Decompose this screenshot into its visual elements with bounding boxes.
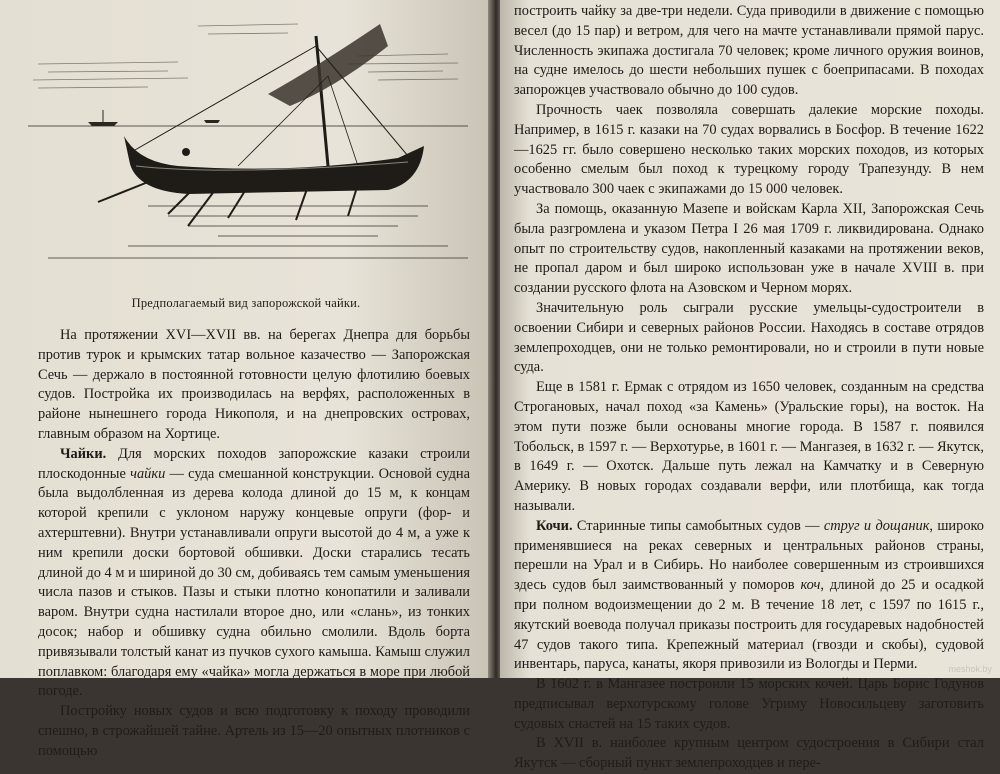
illustration-caption: Предполагаемый вид запорожской чайки.: [131, 296, 361, 310]
right-page: [500, 0, 1000, 772]
paragraph: В XVII в. наиболее крупным центром судостроения в Сибири стал Якутск — сборный пункт землепроходцев и пере-: [514, 735, 984, 772]
cossack-chaika-illustration: [28, 6, 468, 276]
paragraph: На протяжении XVI—XVII вв. на берегах Днепра для борьбы против турок и крымских татар вольное казачество — Запорожская Сечь — держало в постоянной готовности целую флотилию боевых судов. Постройка их производилась на верфях, расположенных в районе нынешнего города Никополя, и на днепровских островах, главным образом на Хортице.: [38, 327, 470, 442]
text-run: — суда смешанной конструкции. Основой судна была выдолбленная из дерева колода длиной до 15 м, к концам которой крепили с уклоном наружу концевые опруги (фор- и ахтерштевни). Внутри устанавливали опруги высотой до 4 м, а уже к ним крепили доски бортовой обшивки. Доски старались тесать длиной до 4 м и шириной до 30 см, добиваясь тем самым уменьшения числа пазов и стыков. Пазы и стыки плотно конопатили и заливали варом. Внутри судна настилали второе дно, или «слань», из тонких досок; набор и обшивку судна обильно смолили. Вдоль борта привязывали толстый канат из пучков сухого камыша. Камыш служил поплавком: благодаря ему «чайка» могла держаться в море при любой погоде.: [38, 465, 470, 700]
watermark: meshok.by: [948, 664, 992, 674]
italic-term: чайки: [130, 465, 166, 482]
paragraph: За помощь, оказанную Мазепе и войскам Карла XII, Запорожская Сечь была разгромлена и указом Петра I 26 мая 1709 г. ликвидирована. Однако опыт по строительству судов, накопленный казаками на протяжении веков, не пропал даром и был широко использован уже в начале XVIII в. при создании русского флота на Азовском и Черном морях.: [514, 200, 984, 297]
text-run: , широко применявшиеся на реках северных и центральных районов страны, перешли на Урал и в Сибирь. Но наиболее совершенным из строившихся здесь судов был заимствованный у поморов: [514, 517, 984, 594]
section-heading: Кочи.: [536, 517, 573, 534]
italic-term: струг и дощаник: [823, 517, 930, 534]
italic-term: коч: [800, 577, 821, 594]
section-heading: Чайки.: [60, 445, 107, 462]
text-run: Старинные типы самобытных судов —: [572, 517, 824, 534]
paragraph: построить чайку за две-три недели. Суда приводили в движение с помощью весел (до 15 пар) и ветром, для чего на мачте устанавливали прямой парус. Численность экипажа достигала 70 человек; кроме личного оружия воинов, на судне имелось до шести небольших пушек с боеприпасами. В походах запорожцев участвовало обычно до 100 судов.: [514, 3, 984, 99]
paragraph: Постройку новых судов и всю подготовку к походу проводили спешно, в строжайшей тайне. Артель из 15—20 опытных плотников с помощью: [38, 703, 470, 759]
paragraph: Еще в 1581 г. Ермак с отрядом из 1650 человек, созданным на средства Строгановых, начал поход «за Камень» (Уральские горы), на восток. На этом пути позже были основаны многие города. В 1587 г. появился Тобольск, в 1597 г. — Верхотурье, в 1601 г. — Мангазея, в 1632 г. — Якутск, в 1649 г. — Охотск. Дальше путь лежал на Камчатку и в Северную Америку. В новых городах создавали верфи, или плотбища, как тогда называли.: [514, 379, 984, 514]
text-run: Для морских походов запорожские казаки строили плоскодонные: [38, 445, 470, 482]
text-run: , длиной до 25 и осадкой при полном водоизмещении до 2 м. В течение 18 лет, с 1597 по 1615 г., якутский воевода получал приказы построить для государевых надобностей 47 судов такого типа. Крепежный материал (гвозди и скобы), судовой инвентарь, паруса, канаты, якоря привозили из Вологды и Перми.: [514, 577, 985, 673]
left-body-text: [38, 326, 470, 762]
paragraph: [514, 517, 984, 675]
left-page: [0, 0, 492, 759]
paragraph: В 1602 г. в Мангазее построили 15 морских кочей. Царь Борис Годунов предписывал верхотурскому голове Угриму Новосильцеву заготовить судовых снастей на 15 таких судов.: [514, 676, 984, 732]
paragraph: Прочность чаек позволяла совершать далекие морские походы. Например, в 1615 г. казаки на 70 судах ворвались в Босфор. В течение 1622—1625 гг. было совершено несколько таких морских походов, из которых особенно смелым был поход к турецкому городу Трапезунду. В нем участвовало 300 чаек с экипажами до 15 000 человек.: [514, 101, 984, 198]
paragraph: Значительную роль сыграли русские умельцы-судостроители в освоении Сибири и северных районов России. Находясь в составе отрядов землепроходцев, они не только ремонтировали, но и строили в пути новые суда.: [514, 299, 984, 376]
right-body-text: [514, 2, 984, 774]
paragraph: [38, 445, 470, 702]
